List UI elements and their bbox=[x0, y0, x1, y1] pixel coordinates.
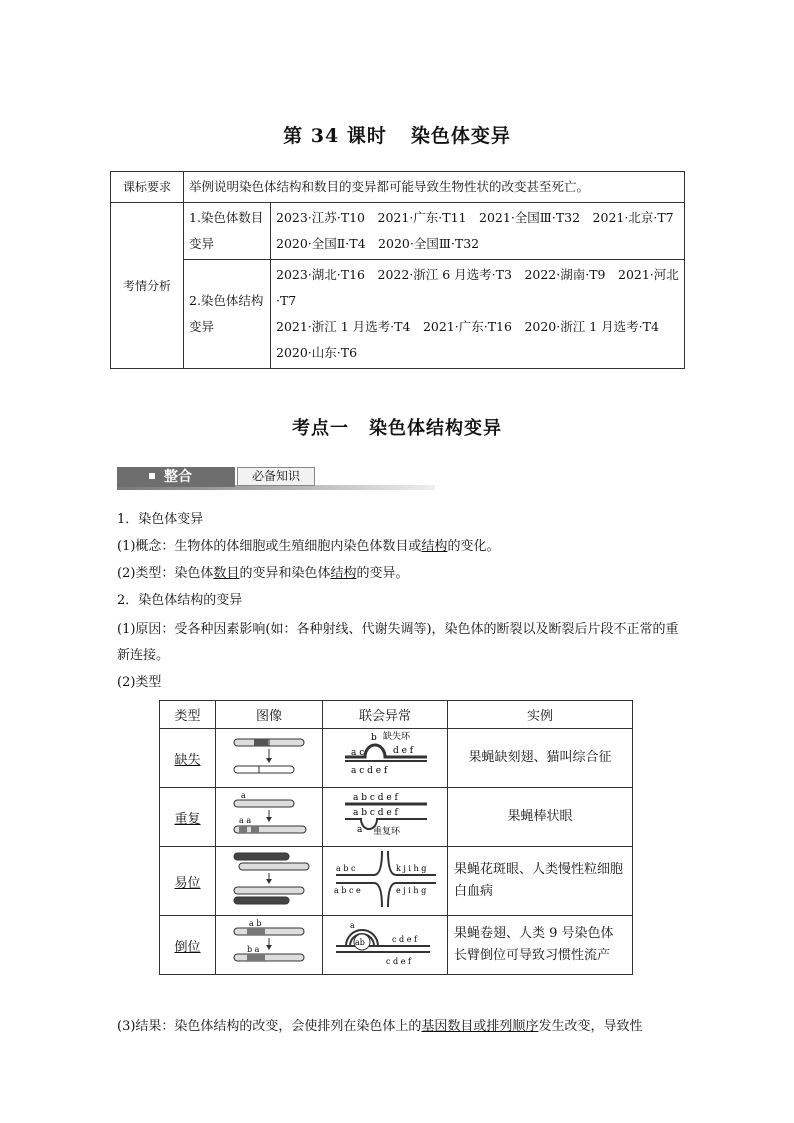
inversion-synapsis bbox=[323, 916, 448, 975]
table-row bbox=[160, 788, 633, 847]
example-text: 果蝇花斑眼、人类慢性粒细胞白血病 bbox=[448, 847, 633, 916]
paragraph-cause: (1)原因：受各种因素影响(如：各种射线、代谢失调等)，染色体的断裂以及断裂后片段不正常的重新连接。 bbox=[117, 622, 679, 663]
inversion-chromosome-diagram bbox=[219, 918, 319, 968]
table-row bbox=[160, 847, 633, 916]
svg-text:a b c d e f: a b c d e f bbox=[353, 808, 398, 818]
svg-text:d e f: d e f bbox=[393, 746, 414, 756]
banner-tag: 整合 bbox=[117, 467, 235, 487]
example-text: 果蝇缺刻翅、猫叫综合征 bbox=[448, 729, 633, 788]
column-header: 类型 bbox=[160, 701, 216, 729]
section-banner bbox=[117, 467, 435, 491]
banner-subtag: 必备知识 bbox=[237, 467, 315, 486]
example-text: 果蝇卷翅、人类 9 号染色体长臂倒位可导致习惯性流产 bbox=[448, 916, 633, 975]
translocation-synapsis bbox=[323, 847, 448, 916]
paragraph-types: (2)类型：染色体数目的变异和染色体结构的变异。 bbox=[117, 566, 409, 581]
deletion-synapsis bbox=[323, 729, 448, 788]
svg-text:a c d e f: a c d e f bbox=[351, 766, 388, 776]
type-label: 重复 bbox=[174, 811, 201, 827]
column-header: 联会异常 bbox=[323, 701, 448, 729]
svg-text:ab: ab bbox=[355, 938, 365, 947]
deletion-image bbox=[216, 729, 323, 788]
translocation-image bbox=[216, 847, 323, 916]
svg-text:a a: a a bbox=[239, 816, 252, 825]
duplication-loop-diagram bbox=[335, 788, 435, 842]
svg-text:a: a bbox=[350, 921, 355, 930]
svg-text:b: b bbox=[371, 733, 377, 743]
requirement-header: 课标要求 bbox=[111, 172, 184, 203]
analysis-header: 考情分析 bbox=[111, 203, 184, 369]
svg-text:缺失环: 缺失环 bbox=[383, 732, 411, 742]
section-title: 考点一 染色体结构变异 bbox=[292, 418, 502, 439]
table-row bbox=[160, 916, 633, 975]
svg-text:a b c: a b c bbox=[336, 864, 356, 873]
paragraph-types-label: (2)类型 bbox=[117, 675, 162, 690]
type-label: 易位 bbox=[174, 875, 201, 891]
translocation-chromosome-diagram bbox=[219, 849, 319, 909]
analysis-item-refs: 2023·江苏·T10 2021·广东·T11 2021·全国Ⅲ·T32 2021·北京·T7 2020·全国Ⅱ·T4 2020·全国Ⅲ·T32 bbox=[271, 203, 685, 260]
translocation-cross-diagram bbox=[330, 847, 440, 911]
column-header: 图像 bbox=[216, 701, 323, 729]
type-label: 缺失 bbox=[174, 752, 201, 768]
inversion-image bbox=[216, 916, 323, 975]
svg-text:k j i h g: k j i h g bbox=[396, 864, 427, 873]
column-header: 实例 bbox=[448, 701, 633, 729]
duplication-chromosome-diagram bbox=[219, 790, 319, 840]
svg-text:c d e f: c d e f bbox=[392, 935, 417, 944]
table-row bbox=[160, 729, 633, 788]
svg-text:a b c e: a b c e bbox=[334, 886, 361, 895]
deletion-chromosome-diagram bbox=[219, 731, 319, 781]
svg-text:b a: b a bbox=[247, 945, 260, 954]
variation-types-table bbox=[159, 700, 633, 975]
paragraph-concept: (1)概念：生物体的体细胞或生殖细胞内染色体数目或结构的变化。 bbox=[117, 539, 500, 554]
inversion-loop-diagram bbox=[330, 916, 440, 970]
heading-2: 2．染色体结构的变异 bbox=[117, 593, 243, 608]
analysis-item-label: 2.染色体结构变异 bbox=[184, 260, 271, 369]
example-text: 果蝇棒状眼 bbox=[448, 788, 633, 847]
svg-text:a b c d e f: a b c d e f bbox=[353, 793, 398, 803]
duplication-synapsis bbox=[323, 788, 448, 847]
svg-text:a: a bbox=[241, 791, 246, 800]
type-label: 倒位 bbox=[174, 939, 201, 955]
svg-text:c d e f: c d e f bbox=[386, 957, 411, 966]
paragraph-result: (3)结果：染色体结构的改变，会使排列在染色体上的基因数目或排列顺序发生改变，导致性 bbox=[117, 1019, 643, 1034]
analysis-item-refs: 2023·湖北·T16 2022·浙江 6 月选考·T3 2022·湖南·T9 2021·河北·T7 2021·浙江 1 月选考·T4 2021·广东·T16 2020·浙江 1 月选考·T4 2020·山东·T6 bbox=[271, 260, 685, 369]
requirement-text: 举例说明染色体结构和数目的变异都可能导致生物性状的改变甚至死亡。 bbox=[184, 172, 685, 203]
requirements-table bbox=[110, 171, 685, 369]
svg-text:e j i h g: e j i h g bbox=[396, 886, 427, 895]
svg-text:a c: a c bbox=[351, 748, 365, 758]
svg-text:a: a bbox=[357, 825, 363, 835]
svg-text:a b: a b bbox=[249, 919, 262, 928]
svg-text:重复环: 重复环 bbox=[373, 827, 401, 837]
analysis-item-label: 1.染色体数目变异 bbox=[184, 203, 271, 260]
page-title: 第 34 课时 染色体变异 bbox=[283, 125, 511, 147]
heading-1: 1．染色体变异 bbox=[117, 512, 204, 527]
deletion-loop-diagram bbox=[335, 729, 435, 783]
duplication-image bbox=[216, 788, 323, 847]
square-icon bbox=[149, 473, 155, 479]
